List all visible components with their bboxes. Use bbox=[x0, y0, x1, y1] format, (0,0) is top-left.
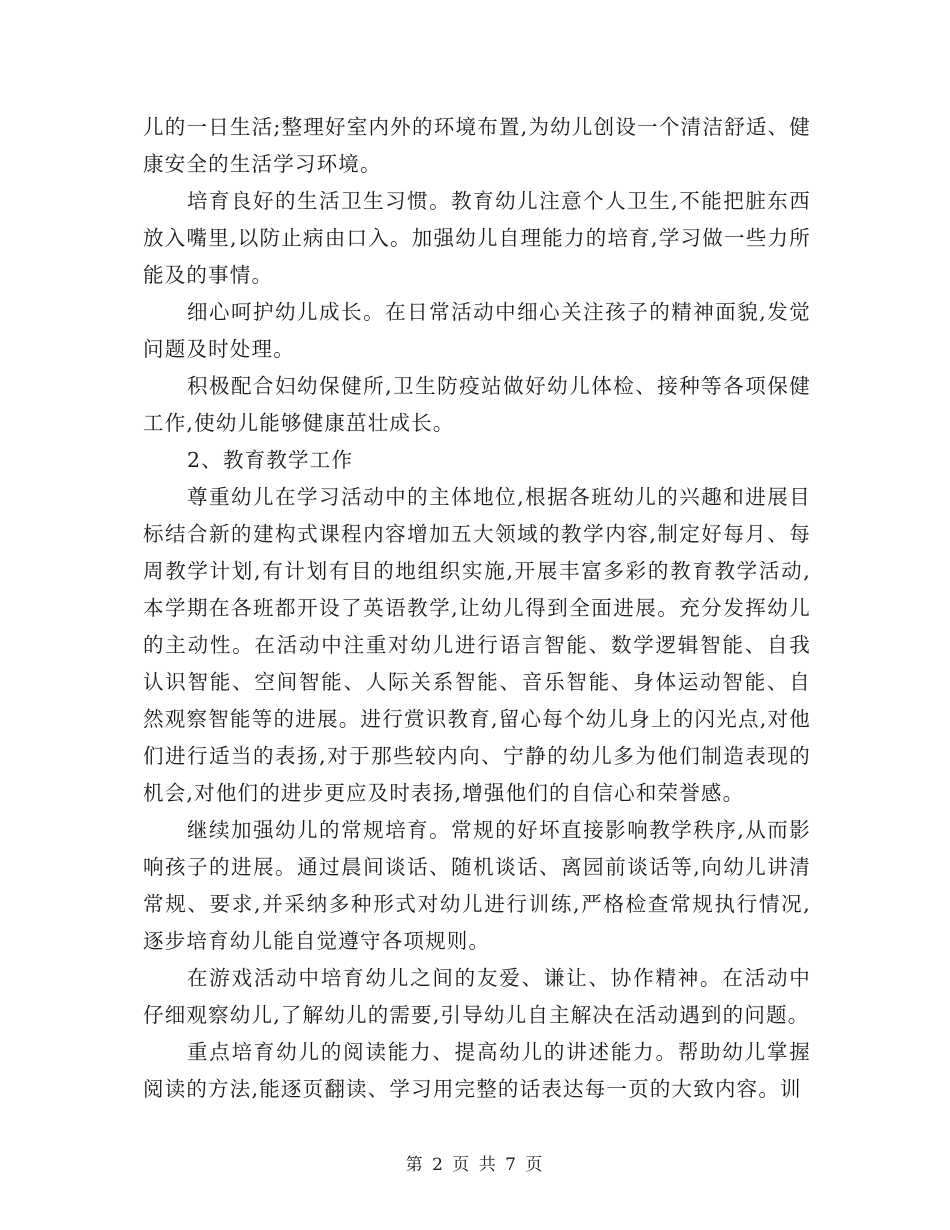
paragraph-reading-ability: 重点培育幼儿的阅读能力、提高幼儿的讲述能力。帮助幼儿掌握阅读的方法,能逐页翻读、学习用完整的话表达每一页的大致内容。训 bbox=[143, 1040, 811, 1101]
body-text bbox=[143, 109, 811, 1108]
paragraph-care: 细心呵护幼儿成长。在日常活动中细心关注孩子的精神面貌,发觉问题及时处理。 bbox=[143, 300, 811, 361]
paragraph-hygiene-habits: 培育良好的生活卫生习惯。教育幼儿注意个人卫生,不能把脏东西放入嘴里,以防止病由口入。加强幼儿自理能力的培育,学习做一些力所能及的事情。 bbox=[143, 189, 811, 287]
section-heading-teaching: 2、教育教学工作 bbox=[187, 448, 354, 472]
paragraph-teaching-work: 尊重幼儿在学习活动中的主体地位,根据各班幼儿的兴趣和进展目标结合新的建构式课程内容增加五大领域的教学内容,制定好每月、每周教学计划,有计划有目的地组织实施,开展丰富多彩的教育教学活动,本学期在各班都开设了英语教学,让幼儿得到全面进展。充分发挥幼儿的主动性。在活动中注重对幼儿进行语言智能、数学逻辑智能、自我认识智能、空间智能、人际关系智能、音乐智能、身体运动智能、自然观察智能等的进展。进行赏识教育,留心每个幼儿身上的闪光点,对他们进行适当的表扬,对于那些较内向、宁静的幼儿多为他们制造表现的机会,对他们的进步更应及时表扬,增强他们的自信心和荣誉感。 bbox=[143, 485, 811, 805]
page-number-footer: 第 2 页 共 7 页 bbox=[405, 1155, 545, 1175]
paragraph-health-cooperation: 积极配合妇幼保健所,卫生防疫站做好幼儿体检、接种等各项保健工作,使幼儿能够健康茁壮成长。 bbox=[143, 374, 811, 435]
paragraph-routine-training: 继续加强幼儿的常规培育。常规的好坏直接影响教学秩序,从而影响孩子的进展。通过晨间谈话、随机谈话、离园前谈话等,向幼儿讲清常规、要求,并采纳多种形式对幼儿进行训练,严格检查常规执行情况,逐步培育幼儿能自觉遵守各项规则。 bbox=[143, 818, 811, 953]
paragraph-game-activities: 在游戏活动中培育幼儿之间的友爱、谦让、协作精神。在活动中仔细观察幼儿,了解幼儿的需要,引导幼儿自主解决在活动遇到的问题。 bbox=[143, 966, 811, 1027]
paragraph-continuation: 儿的一日生活;整理好室内外的环境布置,为幼儿创设一个清洁舒适、健康安全的生活学习环境。 bbox=[143, 115, 811, 176]
